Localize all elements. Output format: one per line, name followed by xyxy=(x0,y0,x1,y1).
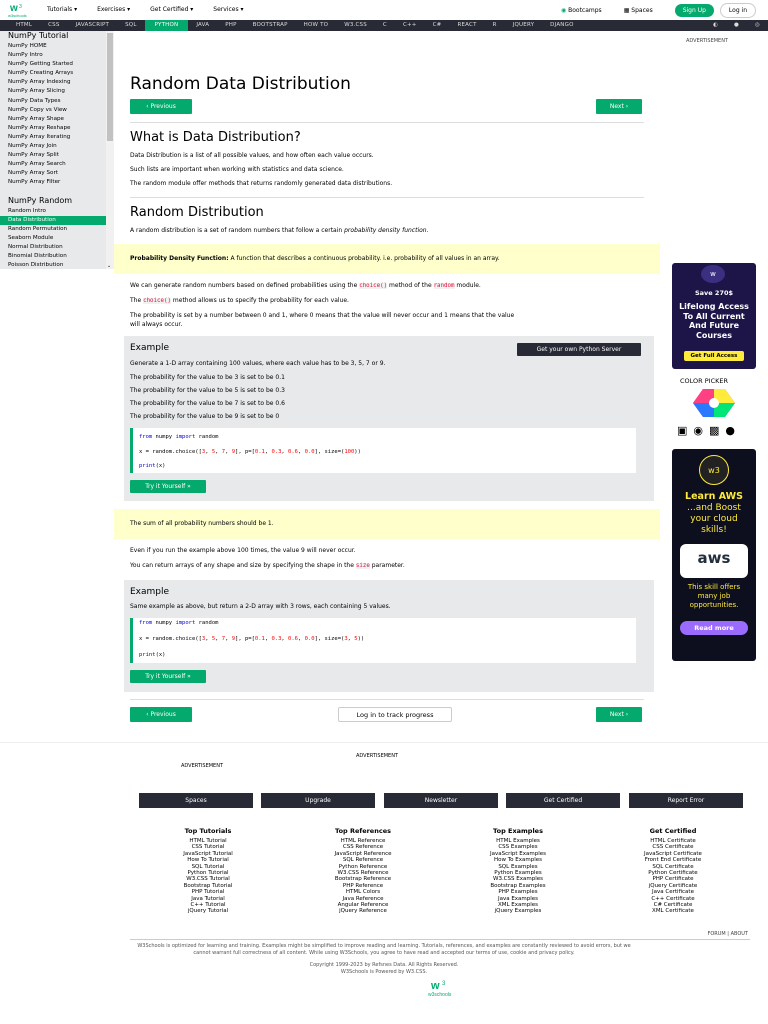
bootcamps-label: Bootcamps xyxy=(568,7,602,14)
code-text: (x) xyxy=(155,463,166,469)
note-text: A function that describes a continuous probability. i.e. probability of all values in an array. xyxy=(228,255,500,262)
login-button[interactable]: Log in xyxy=(720,3,756,18)
footer-link[interactable]: Python Examples xyxy=(494,870,542,877)
footer-link[interactable]: HTML Examples xyxy=(496,838,540,844)
sidebar-title: NumPy Tutorial xyxy=(8,31,69,40)
code-keyword: from xyxy=(139,434,153,440)
code-block xyxy=(130,618,636,663)
footer-col-title: Top References xyxy=(335,827,391,835)
previous-button[interactable]: ‹ Previous xyxy=(130,99,192,114)
sidebar xyxy=(0,31,114,269)
footer-button-report-error[interactable]: Report Error xyxy=(629,793,743,808)
ad-lifelong-access[interactable] xyxy=(672,263,756,369)
theme-toggle-icon[interactable]: ◐ xyxy=(713,22,718,28)
sidebar-item[interactable]: Random Intro xyxy=(8,207,46,214)
sidebar-item[interactable]: NumPy Array Slicing xyxy=(8,88,65,95)
note-box xyxy=(114,509,660,539)
ad-aws-headline: Learn AWS xyxy=(685,491,743,502)
sidebar-item[interactable]: NumPy Getting Started xyxy=(8,61,73,68)
heading-data-distribution: What is Data Distribution? xyxy=(130,130,301,145)
ad-learn-aws[interactable] xyxy=(672,449,756,661)
footer-link[interactable]: Python Tutorial xyxy=(187,870,229,877)
ad-save-text: Save 270$ xyxy=(694,289,734,297)
right-column xyxy=(660,31,768,721)
bootcamps-icon: ◉ xyxy=(560,7,567,14)
sidebar-scrollbar[interactable] xyxy=(106,31,114,269)
code-line xyxy=(139,449,361,455)
inline-code: choice() xyxy=(143,298,171,304)
page-title: Random Data Distribution xyxy=(130,74,351,94)
footer-link[interactable]: SQL Examples xyxy=(498,863,538,870)
code-text: ], p=[ xyxy=(235,636,255,642)
paragraph: Such lists are important when working with statistics and data science. xyxy=(130,166,344,173)
text: A random distribution is a set of random numbers that follow a certain xyxy=(130,227,345,234)
code-number: 9 xyxy=(231,449,236,455)
globe-icon[interactable]: ◎ xyxy=(755,22,760,28)
menu-item-html[interactable]: HTML xyxy=(16,22,33,28)
sidebar-item[interactable]: NumPy HOME xyxy=(8,43,47,49)
code-number: 0.0 xyxy=(304,636,315,642)
code-number: 0.3 xyxy=(271,636,282,642)
forum-link[interactable]: FORUM xyxy=(707,931,726,937)
example-desc: Same example as above, but return a 2-D array with 3 rows, each containing 5 values. xyxy=(130,603,391,610)
sidebar-item[interactable]: NumPy Copy vs View xyxy=(8,106,67,113)
menu-item-react[interactable]: REACT xyxy=(457,22,477,28)
footer-link[interactable]: Angular Reference xyxy=(337,902,389,909)
advertisement-label: ADVERTISEMENT xyxy=(686,38,729,44)
discord-icon[interactable]: ● xyxy=(725,424,736,437)
footer-link[interactable]: How To Tutorial xyxy=(187,857,229,864)
sidebar-item[interactable]: NumPy Array Reshape xyxy=(8,124,71,131)
color-picker-label: COLOR PICKER xyxy=(680,377,729,385)
sidebar-item[interactable]: NumPy Creating Arrays xyxy=(8,70,74,77)
footer-col-certified xyxy=(613,827,733,915)
footer-link[interactable]: W3.CSS Tutorial xyxy=(186,876,230,883)
footer-copyright: Copyright 1999-2023 by Refsnes Data. All Rights Reserved. xyxy=(309,962,459,968)
dark-code-icon[interactable]: ● xyxy=(734,22,739,28)
nav-exercises[interactable]: Exercises ▾ xyxy=(97,6,131,13)
menu-item-php[interactable]: PHP xyxy=(225,22,237,28)
footer-link[interactable]: C++ Certificate xyxy=(651,895,695,902)
sidebar-item[interactable]: NumPy Array Search xyxy=(8,161,66,168)
example-line: The probability for the value to be 9 is set to be 0 xyxy=(130,413,280,420)
nav-services[interactable]: Services ▾ xyxy=(213,6,244,13)
spaces-label: Spaces xyxy=(631,7,653,14)
code-text: , xyxy=(347,636,355,642)
menu-item-javascript[interactable]: JAVASCRIPT xyxy=(75,22,110,28)
footer-link[interactable]: PHP Tutorial xyxy=(191,889,225,896)
svg-text:3: 3 xyxy=(442,981,446,987)
footer-link[interactable]: SQL Tutorial xyxy=(191,863,225,870)
footer-link[interactable]: Java Examples xyxy=(497,895,539,902)
footer-link[interactable]: CSS Reference xyxy=(342,844,384,851)
get-server-button[interactable]: Get your own Python Server xyxy=(517,343,641,356)
sidebar-item[interactable]: Poisson Distribution xyxy=(8,262,64,269)
code-number: 0.1 xyxy=(254,636,265,642)
example-title: Example xyxy=(130,343,170,353)
footer-link[interactable]: SQL Reference xyxy=(342,857,384,864)
footer-link[interactable]: Front End Certificate xyxy=(644,857,702,864)
try-it-button[interactable]: Try it Yourself » xyxy=(130,670,206,683)
top-bar xyxy=(0,0,768,20)
footer-link[interactable]: jQuery Certificate xyxy=(648,882,698,889)
footer-link[interactable]: HTML Certificate xyxy=(650,838,696,844)
footer-link[interactable]: HTML Tutorial xyxy=(189,838,227,844)
color-picker-icon[interactable] xyxy=(693,389,735,417)
code-text: x = random.choice([ xyxy=(139,449,202,455)
sidebar-item[interactable]: Seaborn Module xyxy=(8,234,54,241)
footer-button-spaces[interactable]: Spaces xyxy=(139,793,253,808)
ad-aws-badge-icon: w3 xyxy=(699,455,729,485)
menu-item-python[interactable]: PYTHON xyxy=(145,20,189,31)
w3schools-logo[interactable] xyxy=(8,2,30,18)
divider xyxy=(130,122,644,123)
language-menu xyxy=(0,20,768,31)
sidebar-item[interactable]: NumPy Array Split xyxy=(8,152,59,159)
footer-link[interactable]: CSS Certificate xyxy=(652,844,694,851)
code-number: 5 xyxy=(354,636,358,642)
scrollbar-thumb[interactable] xyxy=(107,33,113,141)
footer-link[interactable]: PHP Certificate xyxy=(652,876,694,883)
footer-col-references xyxy=(303,827,423,915)
footer-link[interactable]: jQuery Tutorial xyxy=(187,908,229,915)
footer-link[interactable]: JavaScript Tutorial xyxy=(183,850,233,857)
footer-logo[interactable] xyxy=(427,978,453,998)
footer-link[interactable]: CSS Examples xyxy=(498,844,538,851)
code-keyword: print xyxy=(139,652,156,658)
footer-link[interactable]: SQL Certificate xyxy=(652,863,694,870)
code-text: , xyxy=(264,449,272,455)
footer-col-examples xyxy=(458,827,578,915)
top-nav xyxy=(47,6,264,13)
footer-disclaimer: cannot warrant full correctness of all content. While using W3Schools, you agree to have read and accepted our terms of use, cookie and privacy policy. xyxy=(193,950,575,956)
footer-link[interactable]: JavaScript Reference xyxy=(334,850,392,857)
menu-item-django[interactable]: DJANGO xyxy=(550,22,574,28)
text: method allows us to specify the probability for each value. xyxy=(171,297,349,304)
footer-link[interactable]: PHP Reference xyxy=(342,882,384,889)
note-text: The sum of all probability numbers should be 1. xyxy=(130,520,274,527)
sidebar-item[interactable]: NumPy Array Indexing xyxy=(8,79,71,86)
code-text: )) xyxy=(357,636,365,642)
sidebar-item[interactable]: NumPy Array Iterating xyxy=(8,133,71,140)
footer-link[interactable]: jQuery Examples xyxy=(494,908,542,915)
code-number: 0.3 xyxy=(271,449,282,455)
footer-col-title: Top Tutorials xyxy=(184,827,232,835)
example-line: The probability for the value to be 5 is set to be 0.3 xyxy=(130,387,285,394)
code-line xyxy=(139,434,219,440)
ad-aws-logo xyxy=(680,544,748,578)
bootcamps-link[interactable] xyxy=(561,7,602,14)
footer-link[interactable]: JavaScript Examples xyxy=(489,850,547,857)
note-box xyxy=(114,244,660,274)
menu-item-csharp[interactable]: C# xyxy=(432,22,442,28)
code-text: ], size=( xyxy=(314,449,345,455)
footer-links-right: FORUM | ABOUT xyxy=(707,931,748,937)
ad-aws-sub: ...and Boost your cloud skills! xyxy=(687,503,741,535)
code-line xyxy=(139,463,166,469)
divider xyxy=(130,699,644,700)
instagram-icon[interactable]: ◉ xyxy=(693,424,704,437)
footer-link[interactable]: JavaScript Certificate xyxy=(644,850,702,857)
footer-link[interactable]: XML Certificate xyxy=(652,908,694,915)
inline-code: choice() xyxy=(359,283,388,289)
code-text: , xyxy=(205,449,212,455)
code-number: 5 xyxy=(211,636,216,642)
svg-text:w3schools: w3schools xyxy=(8,13,27,18)
code-line xyxy=(139,620,219,626)
code-text: , xyxy=(281,636,289,642)
svg-text:w3schools: w3schools xyxy=(428,992,452,998)
linkedin-icon[interactable]: ▩ xyxy=(709,424,720,437)
code-text: , xyxy=(215,636,222,642)
code-text: , xyxy=(264,636,272,642)
code-line xyxy=(139,652,166,658)
advertisement-label: ADVERTISEMENT xyxy=(181,763,224,769)
example-line: The probability for the value to be 3 is set to be 0.1 xyxy=(130,374,285,381)
menu-item-cpp[interactable]: C++ xyxy=(402,22,417,28)
scroll-down-icon[interactable]: ⌄ xyxy=(107,263,112,269)
heading-random-distribution: Random Distribution xyxy=(130,205,264,220)
code-number: 0.6 xyxy=(288,449,298,455)
sidebar-item[interactable]: Binomial Distribution xyxy=(8,252,67,259)
footer-link[interactable]: HTML Reference xyxy=(340,838,386,844)
try-it-button[interactable]: Try it Yourself » xyxy=(130,480,206,493)
text: . xyxy=(426,227,429,234)
menu-item-r[interactable]: R xyxy=(492,22,497,28)
menu-item-c[interactable]: C xyxy=(382,22,387,28)
paragraph: Even if you run the example above 100 times, the value 9 will never occur. xyxy=(130,547,356,554)
text: We can generate random numbers based on defined probabilities using the xyxy=(130,282,360,289)
paragraph xyxy=(130,227,429,234)
advertisement-label: ADVERTISEMENT xyxy=(356,753,399,759)
ad-full-access-button[interactable]: Get Full Access xyxy=(684,351,744,361)
text: module. xyxy=(454,282,481,289)
footer-link[interactable]: How To Examples xyxy=(493,857,542,864)
social-icons xyxy=(677,424,735,437)
sidebar-item[interactable]: NumPy Array Join xyxy=(8,143,57,150)
code-keyword: print xyxy=(139,463,156,469)
code-keyword: import xyxy=(175,434,196,440)
signup-button[interactable]: Sign Up xyxy=(675,4,714,17)
nav-tutorials[interactable]: Tutorials ▾ xyxy=(47,6,78,13)
footer-divider xyxy=(0,742,768,743)
text: parameter. xyxy=(369,562,405,569)
footer-link[interactable]: HTML Colors xyxy=(345,889,381,896)
paragraph xyxy=(130,562,405,569)
paragraph xyxy=(130,282,481,289)
text: The xyxy=(130,297,144,304)
footer-link[interactable]: PHP Examples xyxy=(498,889,538,896)
note-bold: Probability Density Function: xyxy=(130,255,229,262)
footer-link[interactable]: jQuery Reference xyxy=(339,908,387,915)
code-keyword: import xyxy=(175,620,196,626)
code-text: )) xyxy=(354,449,361,455)
svg-text:w: w xyxy=(10,3,18,14)
text: method of the xyxy=(387,282,434,289)
footer-link[interactable]: C# Certificate xyxy=(653,902,693,909)
code-text: random xyxy=(195,620,219,626)
aws-logo-text: aws xyxy=(697,549,731,567)
code-text: , xyxy=(225,449,232,455)
code-text: , xyxy=(215,449,222,455)
footer-powered: W3Schools is Powered by W3.CSS. xyxy=(340,969,428,975)
about-link[interactable]: ABOUT xyxy=(730,931,748,937)
paragraph xyxy=(130,297,349,304)
paragraph: Data Distribution is a list of all possible values, and how often each value occurs. xyxy=(130,152,374,159)
code-number: 3 xyxy=(201,636,206,642)
example-box xyxy=(124,336,654,501)
previous-button-bottom[interactable]: ‹ Previous xyxy=(130,707,192,722)
example-line: The probability for the value to be 7 is set to be 0.6 xyxy=(130,400,285,407)
code-number: 7 xyxy=(221,449,226,455)
svg-text:3: 3 xyxy=(19,4,22,10)
ad-headline: Lifelong Access To All Current And Future Courses xyxy=(679,302,749,340)
code-line xyxy=(139,636,364,642)
code-text: ], p=[ xyxy=(235,449,255,455)
code-number: 3 xyxy=(344,636,348,642)
code-text: numpy xyxy=(152,620,176,626)
code-text: random xyxy=(195,434,219,440)
footer-button-upgrade[interactable]: Upgrade xyxy=(261,793,375,808)
login-track-button[interactable]: Log in to track progress xyxy=(338,707,452,722)
sidebar-item[interactable]: Random Permutation xyxy=(8,225,68,232)
italic-term: probability density function xyxy=(344,227,427,234)
footer-link[interactable]: Bootstrap Tutorial xyxy=(183,882,233,889)
inline-code: size xyxy=(355,563,370,569)
footer-link[interactable]: W3.CSS Reference xyxy=(337,870,389,877)
paragraph: will always occur. xyxy=(130,321,183,328)
footer-button-get-certified[interactable]: Get Certified xyxy=(506,793,620,808)
code-number: 9 xyxy=(231,636,236,642)
menu-home-icon[interactable] xyxy=(0,20,8,31)
example-title: Example xyxy=(130,587,170,597)
footer-link[interactable]: Java Tutorial xyxy=(191,895,225,902)
menu-item-jquery[interactable]: JQUERY xyxy=(512,22,535,28)
footer-button-newsletter[interactable]: Newsletter xyxy=(384,793,498,808)
spaces-link[interactable] xyxy=(624,7,653,14)
code-text: ], size=( xyxy=(314,636,345,642)
sidebar-item[interactable]: NumPy Data Types xyxy=(8,97,61,104)
sidebar-item[interactable]: Normal Distribution xyxy=(8,243,63,250)
code-text: numpy xyxy=(152,434,176,440)
menu-item-java[interactable]: JAVA xyxy=(196,22,210,28)
footer-link[interactable]: Java Reference xyxy=(342,895,384,902)
code-number: 0.0 xyxy=(304,449,315,455)
main-content xyxy=(114,31,660,741)
next-button-bottom[interactable]: Next › xyxy=(596,707,642,722)
code-number: 100 xyxy=(344,449,355,455)
facebook-icon[interactable]: ▣ xyxy=(677,424,688,437)
footer-divider xyxy=(130,939,750,940)
code-block xyxy=(130,428,636,473)
spaces-icon: ▦ xyxy=(623,7,630,14)
code-number: 7 xyxy=(221,636,226,642)
code-number: 0.6 xyxy=(288,636,298,642)
code-text: (x) xyxy=(155,652,166,658)
code-text: , xyxy=(297,449,305,455)
sidebar-item[interactable]: NumPy Array Shape xyxy=(8,115,65,122)
footer-col-tutorials xyxy=(148,827,268,915)
example-desc: Generate a 1-D array containing 100 values, where each value has to be 3, 5, 7 or 9. xyxy=(130,360,386,367)
footer-link[interactable]: Bootstrap Reference xyxy=(334,876,392,883)
footer-link[interactable]: Java Certificate xyxy=(652,889,694,896)
menu-item-sql[interactable]: SQL xyxy=(125,22,137,28)
menu-item-bootstrap[interactable]: BOOTSTRAP xyxy=(252,22,288,28)
ad-badge-icon: w xyxy=(701,265,725,283)
footer-col-title: Get Certified xyxy=(649,827,697,835)
sidebar-item-active[interactable]: Data Distribution xyxy=(0,216,114,225)
inline-code: random xyxy=(433,283,455,289)
code-number: 3 xyxy=(201,449,206,455)
svg-text:w: w xyxy=(431,980,440,992)
code-text: x = random.choice([ xyxy=(139,636,202,642)
footer-link[interactable]: Python Reference xyxy=(338,863,388,870)
example-box xyxy=(124,580,654,692)
text: You can return arrays of any shape and size by specifying the shape in the xyxy=(130,562,356,569)
paragraph: The random module offer methods that returns randomly generated data distributions. xyxy=(130,180,393,187)
sidebar-item[interactable]: NumPy Intro xyxy=(8,52,43,59)
code-text: , xyxy=(205,636,212,642)
top-right-actions xyxy=(561,3,756,18)
sidebar-section-title: NumPy Random xyxy=(8,195,73,205)
footer-link[interactable]: W3.CSS Examples xyxy=(493,876,543,883)
ad-aws-body: This skill offers many job opportunities. xyxy=(687,583,741,609)
code-text: , xyxy=(297,636,305,642)
code-number: 0.1 xyxy=(254,449,265,455)
divider xyxy=(130,197,644,198)
sidebar-item[interactable]: NumPy Array Sort xyxy=(8,170,58,177)
menu-item-w3css[interactable]: W3.CSS xyxy=(344,22,367,28)
nav-get-certified[interactable]: Get Certified ▾ xyxy=(150,6,194,13)
menu-item-css[interactable]: CSS xyxy=(48,22,60,28)
code-text: , xyxy=(281,449,289,455)
menu-item-howto[interactable]: HOW TO xyxy=(303,22,329,28)
footer-link[interactable]: CSS Tutorial xyxy=(191,844,225,851)
code-number: 5 xyxy=(211,449,216,455)
ad-aws-read-more-button[interactable]: Read more xyxy=(680,621,748,635)
footer-disclaimer: W3Schools is optimized for learning and training. Examples might be simplified to improve reading and learning. Tutorials, references, and examples are constantly reviewed to avoid errors, but we xyxy=(137,943,631,949)
footer xyxy=(0,741,768,1024)
code-text: , xyxy=(225,636,232,642)
sidebar-item[interactable]: NumPy Array Filter xyxy=(8,179,61,186)
footer-link[interactable]: C++ Tutorial xyxy=(190,902,226,909)
footer-link[interactable]: Bootstrap Examples xyxy=(490,882,546,889)
code-keyword: from xyxy=(139,620,153,626)
footer-col-title: Top Examples xyxy=(493,827,543,835)
paragraph: The probability is set by a number between 0 and 1, where 0 means that the value will never occur and 1 means that the value xyxy=(130,312,515,319)
footer-link[interactable]: Python Certificate xyxy=(648,870,698,877)
next-button[interactable]: Next › xyxy=(596,99,642,114)
footer-link[interactable]: XML Examples xyxy=(497,902,539,909)
